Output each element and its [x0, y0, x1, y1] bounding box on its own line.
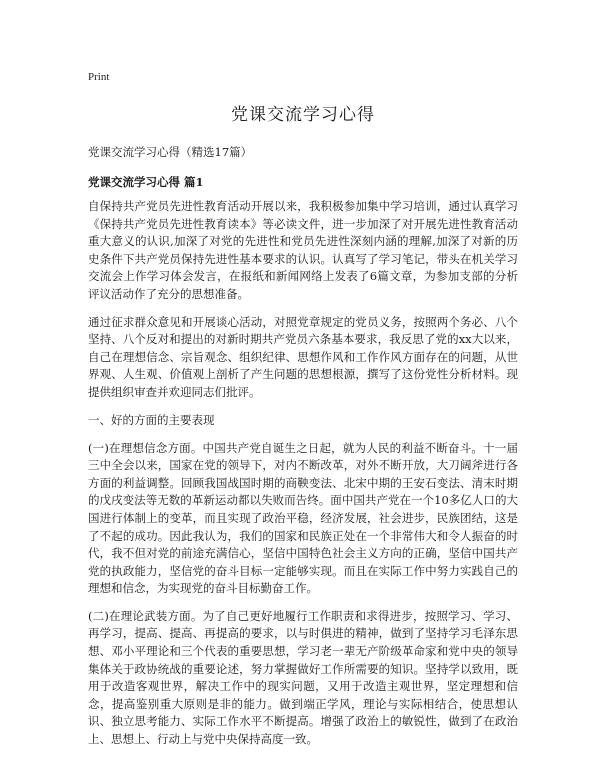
document-subtitle: 党课交流学习心得（精选17篇） [88, 145, 253, 159]
list-heading: 一、好的方面的主要表现 [88, 412, 215, 427]
print-label: Print [88, 71, 110, 83]
list-paragraph-2: (二)在理论武装方面。为了自己更好地履行工作职责和求得进步，按照学习、学习、再学习，提高、提高、再提高的要求，以与时俱进的精神，做到了坚持学习毛泽东思想、邓小平理论和三个代表的重要思想，学习老一辈无产阶级革命家和党中央的领导集体关于政协统战的重要论述，努力掌握做好工作所需要的知识。坚持学以致用，既用于改造客观世界，解决工作中的现实问题，又用于改造主观世界，坚定理想和信念，提高鉴别重大原则是非的能力。做到端正学风，理论与实际相结合，使思想认识、独立思考能力、实际工作水平不断提高。增强了政治上的敏锐性，做到了在政治上、思想上、行动上与党中央保持高度一致。 [88, 608, 518, 747]
paragraph-1: 自保持共产党员先进性教育活动开展以来，我积极参加集中学习培训，通过认真学习《保持共产党员先进性教育读本》等必读文件，进一步加深了对开展先进性教育活动重大意义的认识,加深了对党的先进性和党员先进性深刻内涵的理解,加深了对新的历史条件下共产党员保持先进性基本要求的认识。认真写了学习笔记，带头在机关学习交流会上作学习体会发言，在报纸和新闻网络上发表了6篇文章，为参加支部的分析评议活动作了充分的思想准备。 [88, 199, 518, 301]
document-title: 党课交流学习心得 [231, 105, 375, 125]
list-paragraph-1: (一)在理想信念方面。中国共产党自诞生之日起，就为人民的利益不断奋斗。十一届三中全会以来，国家在党的领导下，对内不断改革，对外不断开放，大刀阔斧进行各方面的利益调整。回顾我国战国时期的商鞅变法、北宋中期的王安石变法、清末时期的戊戌变法等无数的革新运动都以失败而告终。面中国共产党在一个10多亿人口的大国进行体制上的变革，而且实现了政治平稳，经济发展，社会进步，民族团结，这是了不起的成功。因此我认为，我们的国家和民族正处在一个非常伟大和令人振奋的时代，我不但对党的前途充满信心，坚信中国特色社会主义方向的正确，坚信中国共产党的执政能力，坚信党的奋斗目标一定能够实现。而且在实际工作中努力实践自己的理想和信念，为实现党的奋斗目标勤奋工作。 [88, 440, 518, 596]
document-page [88, 70, 518, 759]
section-heading: 党课交流学习心得 篇1 [88, 175, 204, 189]
paragraph-2: 通过征求群众意见和开展谈心活动，对照党章规定的党员义务，按照两个务必、八个坚持、八个反对和提出的对新时期共产党员六条基本要求，我反思了党的xx大以来，自己在理想信念、宗旨观念、组织纪律、思想作风和工作作风方面存在的问题，从世界观、人生观、价值观上剖析了产生问题的思想根源，撰写了这份党性分析材料。现提供组织审查并欢迎同志们批评。 [88, 314, 518, 399]
